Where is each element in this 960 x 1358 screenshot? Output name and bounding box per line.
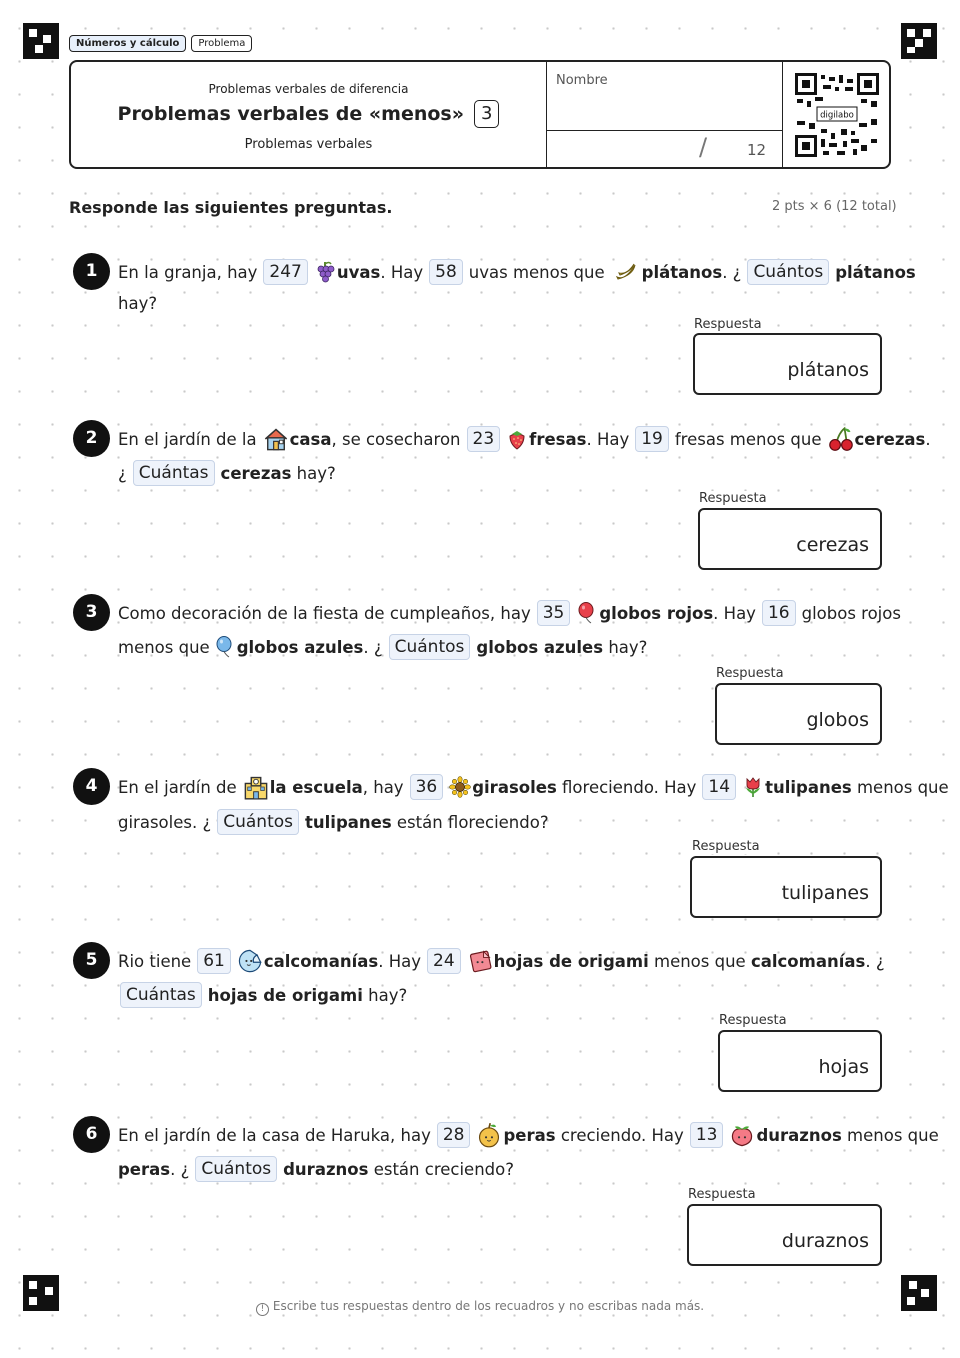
red-balloon-icon — [576, 602, 598, 624]
school-icon — [243, 774, 269, 800]
problem-text-line-2 — [118, 809, 549, 835]
text: peras — [503, 1125, 556, 1145]
text: ¿ — [118, 463, 127, 483]
text: globos rojos — [599, 603, 714, 623]
problem-text-line-1 — [118, 1122, 939, 1148]
text: hay? — [118, 294, 158, 313]
answer-unit: hojas — [818, 1056, 869, 1078]
corner-marker-top-left — [23, 23, 59, 59]
text: fresas menos que — [674, 429, 822, 449]
name-field[interactable] — [546, 62, 782, 131]
text: hojas de origami — [493, 951, 649, 971]
answer-unit: duraznos — [781, 1230, 869, 1252]
house-icon — [263, 426, 289, 452]
problem-number: 1 — [73, 253, 110, 290]
qr-code-icon — [795, 73, 879, 157]
text: hay? — [368, 985, 408, 1005]
word-box: Cuántas — [133, 460, 215, 486]
sunflower-icon — [449, 776, 471, 798]
text: tulipanes — [765, 777, 852, 797]
number-box: 13 — [690, 1122, 724, 1148]
origami-icon — [467, 948, 493, 974]
text: . Hay — [586, 429, 630, 449]
text: duraznos — [756, 1125, 842, 1145]
number-box: 247 — [263, 259, 307, 285]
cherry-icon — [828, 426, 854, 452]
problem-text-line-1 — [118, 259, 916, 285]
grapes-icon — [314, 261, 336, 283]
text: uvas — [336, 262, 381, 282]
problem-number: 2 — [73, 420, 110, 457]
word-box: Cuántas — [120, 982, 202, 1008]
text: floreciendo. Hay — [562, 777, 697, 797]
answer-unit: tulipanes — [781, 882, 869, 904]
text: En el jardín de — [118, 777, 237, 797]
text: En la granja, hay — [118, 262, 258, 282]
text: , se cosecharon — [331, 429, 461, 449]
tag-category: Números y cálculo — [69, 35, 186, 52]
text: globos rojos — [801, 603, 901, 623]
answer-label: Respuesta — [716, 666, 784, 681]
text: hojas de origami — [207, 985, 363, 1005]
number-box: 61 — [197, 948, 231, 974]
text: casa — [289, 429, 332, 449]
text: la escuela — [269, 777, 363, 797]
text: están floreciendo? — [396, 812, 549, 832]
text: . ¿ — [170, 1159, 190, 1179]
text: plátanos — [641, 262, 723, 282]
qr-area — [782, 62, 889, 167]
tulip-icon — [742, 776, 764, 798]
text: menos que — [654, 951, 746, 971]
instructions: Responde las siguientes preguntas. — [69, 198, 393, 217]
problem-number: 6 — [73, 1116, 110, 1153]
text: . Hay — [380, 262, 424, 282]
header-title-row — [71, 100, 546, 128]
text: calcomanías — [263, 951, 379, 971]
text: En el jardín de la — [118, 429, 257, 449]
text: peras — [118, 1159, 171, 1179]
blue-balloon-icon — [214, 636, 236, 658]
problem-text-line-2 — [118, 1156, 514, 1182]
name-label: Nombre — [556, 73, 608, 88]
text: . — [925, 429, 931, 449]
text: están creciendo? — [373, 1159, 514, 1179]
problem-text-line-1 — [118, 948, 885, 974]
answer-box[interactable] — [690, 856, 882, 918]
sticker-icon — [237, 948, 263, 974]
word-box: Cuántos — [747, 259, 829, 285]
worksheet-number: 3 — [474, 100, 499, 128]
text: . ¿ — [722, 262, 742, 282]
answer-label: Respuesta — [692, 839, 760, 854]
tag-type: Problema — [191, 35, 252, 52]
answer-unit: cerezas — [796, 534, 869, 556]
text: plátanos — [835, 262, 916, 282]
text: duraznos — [283, 1159, 369, 1179]
problem-text-line-1 — [118, 600, 901, 626]
text: hay? — [608, 637, 648, 657]
qr-label: digilabo — [820, 110, 854, 121]
text: fresas — [529, 429, 587, 449]
word-box: Cuántos — [195, 1156, 277, 1182]
text: girasoles — [472, 777, 557, 797]
problem-text-line-2 — [118, 982, 407, 1008]
text: Como decoración de la fiesta de cumpleaños, hay — [118, 603, 531, 623]
text: Rio tiene — [118, 951, 192, 971]
footer-note — [0, 1299, 960, 1316]
number-box: 36 — [410, 774, 444, 800]
word-box: Cuántos — [217, 809, 299, 835]
answer-label: Respuesta — [719, 1013, 787, 1028]
text: globos azules — [236, 637, 364, 657]
text: , hay — [362, 777, 404, 797]
answer-label: Respuesta — [688, 1187, 756, 1202]
problem-number: 3 — [73, 594, 110, 631]
problem-text-line-1 — [118, 774, 949, 800]
number-box: 23 — [467, 426, 501, 452]
answer-box[interactable] — [687, 1204, 882, 1266]
text: hay? — [296, 463, 336, 483]
header-category: Problemas verbales — [244, 137, 373, 152]
footer-text: Escribe tus respuestas dentro de los recuadros y no escribas nada más. — [272, 1299, 705, 1313]
text: . Hay — [713, 603, 756, 623]
problem-number: 5 — [73, 942, 110, 979]
text: menos que — [856, 777, 949, 797]
answer-label: Respuesta — [694, 317, 762, 332]
answer-unit: plátanos — [787, 359, 869, 381]
text: girasoles. ¿ — [118, 812, 212, 832]
number-box: 16 — [762, 600, 796, 626]
strawberry-icon — [506, 428, 528, 450]
text: menos que — [847, 1125, 939, 1145]
worksheet-header — [69, 60, 891, 169]
number-box: 58 — [429, 259, 463, 285]
header-title-area — [71, 62, 546, 167]
number-box: 14 — [702, 774, 736, 800]
info-icon: ! — [256, 1303, 269, 1316]
number-box: 35 — [537, 600, 571, 626]
number-box: 28 — [437, 1122, 471, 1148]
answer-box[interactable] — [698, 508, 882, 570]
answer-box[interactable] — [693, 333, 882, 395]
problem-text-line-2 — [118, 460, 336, 486]
banana-icon — [611, 261, 641, 283]
corner-marker-top-right — [901, 23, 937, 59]
score-field[interactable] — [546, 131, 782, 167]
text: En el jardín de la casa de Haruka, hay — [118, 1125, 431, 1145]
answer-box[interactable] — [718, 1030, 882, 1092]
text: . Hay — [378, 951, 421, 971]
text: cerezas — [854, 429, 926, 449]
text: . ¿ — [363, 637, 383, 657]
number-box: 24 — [427, 948, 461, 974]
text: globos azules — [476, 637, 604, 657]
points-info: 2 pts × 6 (12 total) — [772, 199, 897, 214]
text: tulipanes — [305, 812, 392, 832]
answer-label: Respuesta — [699, 491, 767, 506]
text: creciendo. Hay — [560, 1125, 684, 1145]
problem-text-line-2 — [118, 294, 157, 313]
header-subtitle: Problemas verbales de diferencia — [208, 82, 409, 96]
page-title: Problemas verbales de «menos» — [117, 103, 465, 125]
tag-list — [69, 35, 252, 52]
problem-text-line-2 — [118, 634, 647, 660]
pear-icon — [476, 1122, 502, 1148]
text: . ¿ — [865, 951, 885, 971]
score-total: 12 — [747, 141, 767, 159]
peach-icon — [729, 1122, 755, 1148]
answer-box[interactable] — [715, 683, 882, 745]
text: calcomanías — [750, 951, 866, 971]
problem-number: 4 — [73, 768, 110, 805]
number-box: 19 — [635, 426, 669, 452]
word-box: Cuántos — [389, 634, 471, 660]
problem-text-line-1 — [118, 426, 931, 452]
text: uvas menos que — [468, 262, 605, 282]
text: menos que — [118, 637, 210, 657]
text: cerezas — [220, 463, 292, 483]
answer-unit: globos — [806, 709, 869, 731]
score-slash: / — [699, 133, 708, 161]
